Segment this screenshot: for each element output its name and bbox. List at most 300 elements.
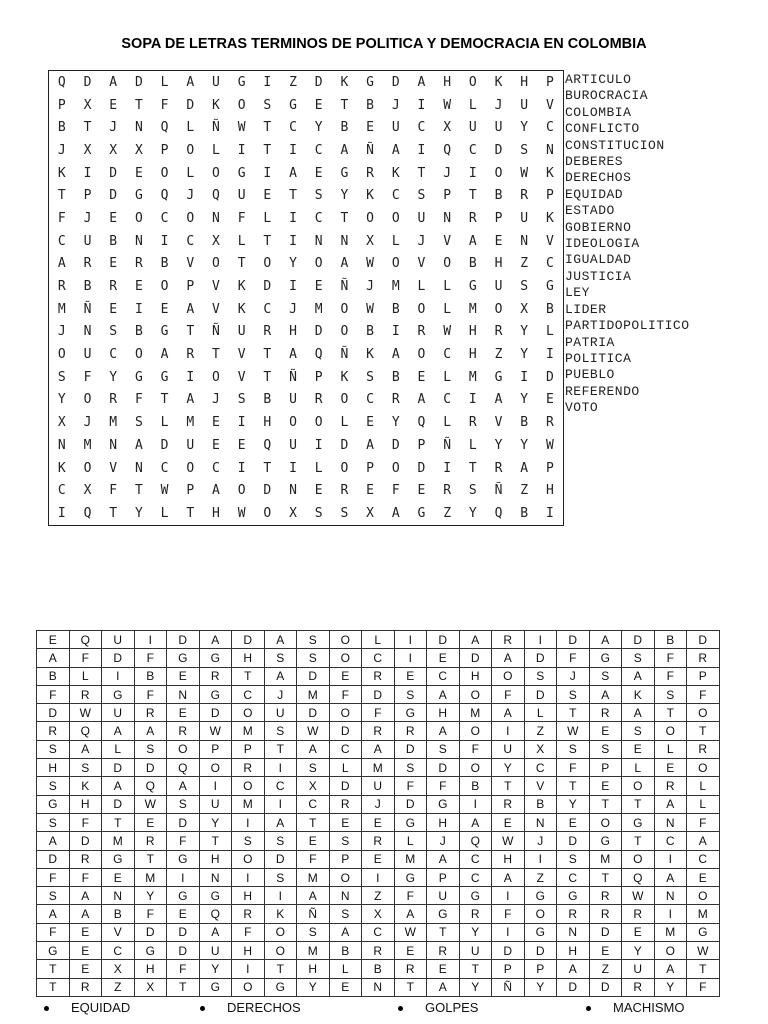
grid2-letter-cell: O (687, 759, 720, 777)
grid1-letter-cell: W (237, 505, 246, 521)
grid1-letter-cell: I (263, 165, 272, 181)
grid2-letter-cell: X (362, 905, 395, 923)
grid1-letter-cell: V (545, 233, 554, 249)
grid1-letter-cell: U (83, 347, 92, 363)
grid1-letter-cell: J (494, 97, 503, 113)
grid2-letter-cell: D (134, 759, 167, 777)
grid1-row (49, 253, 564, 276)
grid1-letter-cell: X (83, 142, 92, 158)
grid1-letter-cell: U (237, 188, 246, 204)
grid1-letter-cell: B (366, 97, 374, 113)
grid2-letter-cell: W (199, 722, 232, 740)
grid2-letter-cell: A (589, 685, 622, 703)
grid1-letter-cell: I (237, 415, 246, 431)
grid1-letter-cell: A (391, 347, 400, 363)
grid2-letter-cell: O (687, 887, 720, 905)
grid2-letter-cell: A (427, 978, 460, 996)
grid2-letter-cell: H (232, 887, 265, 905)
grid1-letter-cell: X (83, 483, 92, 499)
grid2-letter-cell: A (427, 850, 460, 868)
grid2-letter-cell: A (37, 905, 70, 923)
grid2-letter-cell: S (557, 850, 590, 868)
bullet-item (200, 1000, 301, 1015)
grid2-letter-cell: C (687, 850, 720, 868)
grid1-letter-cell: D (545, 369, 554, 385)
grid2-letter-cell: F (297, 850, 330, 868)
grid2-letter-cell: D (167, 923, 200, 941)
grid1-letter-cell: N (314, 233, 323, 249)
grid2-letter-cell: C (459, 850, 492, 868)
grid1-letter-cell: N (134, 233, 143, 249)
grid1-letter-cell: V (212, 279, 220, 295)
grid1-letter-cell: Z (520, 483, 529, 499)
grid2-letter-cell: S (622, 722, 655, 740)
grid2-letter-cell: T (557, 777, 590, 795)
grid2-letter-cell: D (264, 850, 297, 868)
grid2-letter-cell: U (492, 740, 525, 758)
grid2-letter-cell: I (362, 868, 395, 886)
grid2-letter-cell: C (362, 923, 395, 941)
grid2-letter-cell: Y (492, 759, 525, 777)
grid2-letter-cell: R (492, 795, 525, 813)
bullet-item (398, 1000, 478, 1015)
grid2-row (37, 740, 720, 758)
grid2-letter-cell: U (427, 887, 460, 905)
grid2-letter-cell: I (232, 960, 265, 978)
grid2-letter-cell: X (524, 740, 557, 758)
grid1-letter-cell: U (186, 437, 195, 453)
grid1-letter-cell: U (212, 74, 220, 90)
grid2-letter-cell: I (394, 631, 427, 649)
grid2-letter-cell: L (687, 795, 720, 813)
grid2-letter-cell: O (654, 942, 687, 960)
grid1-letter-cell: X (366, 233, 374, 249)
grid1-letter-cell: P (160, 142, 169, 158)
grid1-letter-cell: C (186, 233, 195, 249)
grid1-letter-cell: P (366, 460, 374, 476)
bullet-dot-icon (586, 1006, 591, 1011)
grid1-letter-cell: Ñ (340, 279, 349, 295)
grid2-letter-cell: A (654, 795, 687, 813)
grid2-letter-cell: P (687, 667, 720, 685)
grid2-letter-cell: D (69, 832, 102, 850)
grid1-letter-cell: V (237, 347, 246, 363)
grid2-letter-cell: V (102, 923, 135, 941)
grid1-letter-cell: W (366, 256, 374, 272)
grid1-letter-cell: K (391, 165, 400, 181)
grid1-letter-cell: W (237, 120, 246, 136)
grid2-letter-cell: T (102, 813, 135, 831)
grid2-letter-cell: I (654, 850, 687, 868)
grid1-letter-cell: Q (314, 347, 323, 363)
grid1-letter-cell: N (520, 233, 529, 249)
grid2-letter-cell: E (427, 960, 460, 978)
grid2-letter-cell: H (232, 942, 265, 960)
grid2-letter-cell: D (557, 832, 590, 850)
grid2-letter-cell: B (134, 667, 167, 685)
grid1-letter-cell: Q (263, 437, 272, 453)
word-list-item: DEBERES (565, 154, 624, 170)
grid1-letter-cell: L (443, 301, 452, 317)
grid2-letter-cell: C (102, 942, 135, 960)
grid1-letter-cell: T (289, 188, 297, 204)
grid1-letter-cell: T (263, 233, 272, 249)
grid2-letter-cell: M (232, 722, 265, 740)
word-list-item: VOTO (565, 400, 599, 416)
bullet-dot-icon (200, 1006, 205, 1011)
grid2-letter-cell: S (557, 740, 590, 758)
grid2-letter-cell: Y (459, 923, 492, 941)
grid2-letter-cell: D (459, 649, 492, 667)
grid2-letter-cell: G (524, 923, 557, 941)
grid2-letter-cell: S (37, 777, 70, 795)
grid1-letter-cell: J (186, 188, 195, 204)
grid2-letter-cell: R (199, 667, 232, 685)
grid2-row (37, 759, 720, 777)
grid1-letter-cell: F (57, 210, 66, 226)
grid2-letter-cell: N (524, 813, 557, 831)
grid1-letter-cell: I (263, 74, 272, 90)
grid2-letter-cell: Y (199, 960, 232, 978)
grid2-row (37, 813, 720, 831)
grid2-letter-cell: S (264, 649, 297, 667)
grid1-letter-cell: J (109, 120, 118, 136)
grid1-letter-cell: O (443, 256, 452, 272)
grid2-letter-cell: P (589, 759, 622, 777)
grid2-letter-cell: G (37, 795, 70, 813)
grid2-letter-cell: S (297, 649, 330, 667)
grid1-letter-cell: C (263, 301, 272, 317)
grid2-letter-cell: F (654, 667, 687, 685)
grid1-letter-cell: H (520, 74, 529, 90)
grid2-letter-cell: Y (557, 795, 590, 813)
grid2-letter-cell: M (297, 685, 330, 703)
grid1-letter-cell: L (443, 415, 452, 431)
grid2-letter-cell: J (557, 667, 590, 685)
grid1-letter-cell: I (443, 460, 452, 476)
grid1-letter-cell: U (494, 120, 503, 136)
grid2-letter-cell: P (199, 740, 232, 758)
grid1-row (49, 116, 564, 139)
grid2-letter-cell: A (69, 740, 102, 758)
grid1-letter-cell: B (468, 256, 477, 272)
grid2-letter-cell: F (492, 685, 525, 703)
bullet-item (44, 1000, 130, 1015)
grid1-letter-cell: O (212, 369, 220, 385)
grid1-letter-cell: G (134, 188, 143, 204)
grid2-letter-cell: V (524, 777, 557, 795)
grid1-letter-cell: R (340, 483, 349, 499)
grid1-letter-cell: T (160, 392, 169, 408)
grid2-letter-cell: G (427, 795, 460, 813)
grid2-letter-cell: U (362, 777, 395, 795)
grid2-letter-cell: B (102, 905, 135, 923)
grid2-letter-cell: R (232, 905, 265, 923)
grid2-letter-cell: B (362, 960, 395, 978)
grid2-letter-cell: C (362, 649, 395, 667)
page-title: SOPA DE LETRAS TERMINOS DE POLITICA Y DEMOCRACIA EN COLOMBIA (121, 36, 647, 52)
grid2-letter-cell: I (134, 631, 167, 649)
grid1-letter-cell: R (134, 256, 143, 272)
grid2-letter-cell: L (329, 960, 362, 978)
grid1-letter-cell: D (314, 74, 323, 90)
grid2-row (37, 868, 720, 886)
grid2-letter-cell: D (167, 813, 200, 831)
bullet-label: MACHISMO (613, 1000, 685, 1015)
grid1-letter-cell: M (468, 369, 477, 385)
grid2-letter-cell: T (199, 832, 232, 850)
grid1-letter-cell: R (468, 210, 477, 226)
grid2-letter-cell: A (427, 685, 460, 703)
grid2-letter-cell: A (492, 868, 525, 886)
grid2-letter-cell: D (622, 631, 655, 649)
grid1-letter-cell: F (109, 483, 118, 499)
grid1-letter-cell: O (237, 97, 246, 113)
grid1-letter-cell: C (443, 392, 452, 408)
grid1-letter-cell: B (520, 415, 529, 431)
grid2-letter-cell: S (329, 905, 362, 923)
grid1-letter-cell: E (263, 188, 272, 204)
grid1-letter-cell: A (186, 301, 195, 317)
grid2-letter-cell: G (37, 942, 70, 960)
grid1-letter-cell: J (443, 165, 452, 181)
grid1-letter-cell: Q (160, 188, 169, 204)
grid1-letter-cell: P (545, 74, 554, 90)
grid1-letter-cell: I (391, 324, 400, 340)
bullet-label: GOLPES (425, 1000, 479, 1015)
grid2-letter-cell: G (589, 649, 622, 667)
grid2-letter-cell: D (134, 923, 167, 941)
grid1-letter-cell: D (263, 279, 272, 295)
grid1-letter-cell: B (391, 369, 400, 385)
grid1-letter-cell: O (83, 460, 92, 476)
grid1-letter-cell: L (160, 505, 169, 521)
grid2-letter-cell: W (687, 942, 720, 960)
grid1-letter-cell: S (57, 369, 66, 385)
grid2-letter-cell: B (524, 795, 557, 813)
grid1-letter-cell: T (417, 165, 426, 181)
grid1-letter-cell: O (263, 505, 272, 521)
grid1-letter-cell: O (494, 301, 503, 317)
grid2-row (37, 905, 720, 923)
grid1-letter-cell: O (289, 415, 297, 431)
grid1-letter-cell: Y (391, 415, 400, 431)
grid1-row (49, 502, 564, 525)
grid2-letter-cell: R (459, 905, 492, 923)
grid1-letter-cell: C (212, 460, 220, 476)
grid2-letter-cell: S (297, 759, 330, 777)
word-list (565, 72, 690, 417)
grid1-letter-cell: T (186, 505, 195, 521)
grid1-letter-cell: Z (520, 256, 529, 272)
grid2-letter-cell: I (459, 795, 492, 813)
grid1-letter-cell: I (314, 437, 323, 453)
grid2-row (37, 722, 720, 740)
grid2-letter-cell: I (524, 850, 557, 868)
bullet-label: EQUIDAD (71, 1000, 131, 1015)
grid1-letter-cell: T (263, 120, 272, 136)
grid2-letter-cell: F (37, 923, 70, 941)
grid1-letter-cell: B (520, 505, 529, 521)
grid2-letter-cell: R (362, 667, 395, 685)
grid1-letter-cell: O (212, 165, 220, 181)
grid1-letter-cell: I (134, 301, 143, 317)
grid1-letter-cell: O (391, 460, 400, 476)
grid2-letter-cell: A (167, 777, 200, 795)
grid1-letter-cell: I (289, 279, 297, 295)
grid1-letter-cell: P (545, 188, 554, 204)
grid2-letter-cell: F (167, 832, 200, 850)
grid1-letter-cell: E (366, 415, 374, 431)
grid1-letter-cell: G (237, 165, 246, 181)
grid2-letter-cell: R (134, 832, 167, 850)
word-list-item: IGUALDAD (565, 252, 632, 268)
grid1-letter-cell: E (314, 279, 323, 295)
grid1-letter-cell: R (391, 392, 400, 408)
grid2-letter-cell: C (427, 667, 460, 685)
grid2-letter-cell: D (524, 942, 557, 960)
grid2-letter-cell: S (394, 685, 427, 703)
grid2-letter-cell: O (199, 759, 232, 777)
grid1-letter-cell: Q (417, 415, 426, 431)
grid1-letter-cell: E (494, 233, 503, 249)
grid2-letter-cell: N (199, 868, 232, 886)
grid2-letter-cell: F (134, 649, 167, 667)
grid1-letter-cell: J (57, 142, 66, 158)
grid1-letter-cell: J (417, 233, 426, 249)
grid1-letter-cell: Y (494, 437, 503, 453)
grid1-letter-cell: O (340, 460, 349, 476)
grid2-letter-cell: S (37, 740, 70, 758)
grid2-letter-cell: D (167, 631, 200, 649)
grid2-letter-cell: D (297, 704, 330, 722)
grid2-letter-cell: O (687, 704, 720, 722)
grid1-letter-cell: J (83, 210, 92, 226)
grid1-letter-cell: J (212, 392, 220, 408)
grid2-letter-cell: F (134, 905, 167, 923)
grid1-letter-cell: A (212, 483, 220, 499)
grid1-letter-cell: W (160, 483, 169, 499)
grid1-letter-cell: I (520, 369, 529, 385)
grid1-letter-cell: A (186, 74, 195, 90)
grid1-letter-cell: L (237, 233, 246, 249)
word-list-item: ARTICULO (565, 72, 632, 87)
grid1-letter-cell: E (314, 165, 323, 181)
grid2-letter-cell: O (232, 777, 265, 795)
grid2-letter-cell: E (167, 667, 200, 685)
grid2-letter-cell: G (459, 887, 492, 905)
grid2-letter-cell: D (102, 759, 135, 777)
grid1-letter-cell: J (366, 279, 374, 295)
grid1-letter-cell: R (443, 483, 452, 499)
word-list-item: ESTADO (565, 203, 615, 219)
grid2-letter-cell: A (199, 923, 232, 941)
grid2-letter-cell: E (329, 978, 362, 996)
grid2-letter-cell: L (69, 667, 102, 685)
grid2-letter-cell: E (622, 923, 655, 941)
grid1-letter-cell: M (83, 437, 92, 453)
grid1-letter-cell: U (289, 437, 297, 453)
grid1-letter-cell: Q (57, 74, 66, 90)
grid2-letter-cell: X (134, 978, 167, 996)
grid1-letter-cell: O (391, 210, 400, 226)
grid2-letter-cell: E (394, 667, 427, 685)
grid1-letter-cell: I (186, 369, 195, 385)
grid1-letter-cell: Y (289, 256, 297, 272)
grid1-letter-cell: T (263, 369, 272, 385)
grid2-letter-cell: Y (297, 978, 330, 996)
grid1-letter-cell: E (160, 301, 169, 317)
grid1-letter-cell: K (57, 460, 66, 476)
grid1-letter-cell: C (468, 142, 477, 158)
grid2-letter-cell: D (492, 942, 525, 960)
grid2-letter-cell: F (329, 685, 362, 703)
grid1-letter-cell: L (212, 142, 220, 158)
grid2-letter-cell: M (232, 795, 265, 813)
grid1-letter-cell: R (109, 279, 118, 295)
grid2-letter-cell: A (264, 667, 297, 685)
grid2-letter-cell: M (297, 942, 330, 960)
grid2-letter-cell: S (622, 649, 655, 667)
grid2-letter-cell: A (394, 905, 427, 923)
grid2-letter-cell: H (199, 850, 232, 868)
grid2-letter-cell: B (37, 667, 70, 685)
grid1-letter-cell: O (237, 483, 246, 499)
grid1-letter-cell: O (391, 256, 400, 272)
grid1-letter-cell: R (366, 165, 374, 181)
grid1-letter-cell: M (57, 301, 66, 317)
grid1-letter-cell: X (366, 505, 374, 521)
grid1-letter-cell: U (83, 233, 92, 249)
grid1-letter-cell: O (263, 256, 272, 272)
grid2-letter-cell: O (329, 868, 362, 886)
grid2-row (37, 777, 720, 795)
grid2-letter-cell: Y (459, 978, 492, 996)
grid2-letter-cell: L (394, 832, 427, 850)
grid1-letter-cell: D (186, 97, 195, 113)
grid1-letter-cell: V (212, 301, 220, 317)
grid2-letter-cell: F (37, 685, 70, 703)
grid1-letter-cell: F (237, 210, 246, 226)
grid2-letter-cell: M (394, 850, 427, 868)
word-search-grid-2 (36, 630, 720, 997)
grid2-letter-cell: G (524, 887, 557, 905)
grid2-letter-cell: E (167, 704, 200, 722)
grid1-letter-cell: Y (520, 392, 529, 408)
grid1-letter-cell: L (443, 279, 452, 295)
grid2-letter-cell: D (102, 649, 135, 667)
grid2-letter-cell: L (524, 704, 557, 722)
grid1-row (49, 184, 564, 207)
grid2-letter-cell: S (297, 631, 330, 649)
grid1-letter-cell: O (57, 347, 66, 363)
grid1-letter-cell: Y (520, 120, 529, 136)
grid2-letter-cell: M (134, 868, 167, 886)
grid1-letter-cell: E (212, 415, 220, 431)
grid2-letter-cell: Y (134, 887, 167, 905)
grid1-row (49, 366, 564, 389)
grid1-letter-cell: W (366, 301, 374, 317)
grid1-letter-cell: Ñ (340, 347, 349, 363)
grid2-letter-cell: K (622, 685, 655, 703)
grid1-letter-cell: K (237, 301, 246, 317)
grid2-letter-cell: F (134, 685, 167, 703)
grid2-letter-cell: P (232, 740, 265, 758)
grid1-letter-cell: G (237, 74, 246, 90)
grid1-letter-cell: O (340, 392, 349, 408)
word-list-item: REFERENDO (565, 383, 640, 399)
grid2-letter-cell: E (492, 813, 525, 831)
